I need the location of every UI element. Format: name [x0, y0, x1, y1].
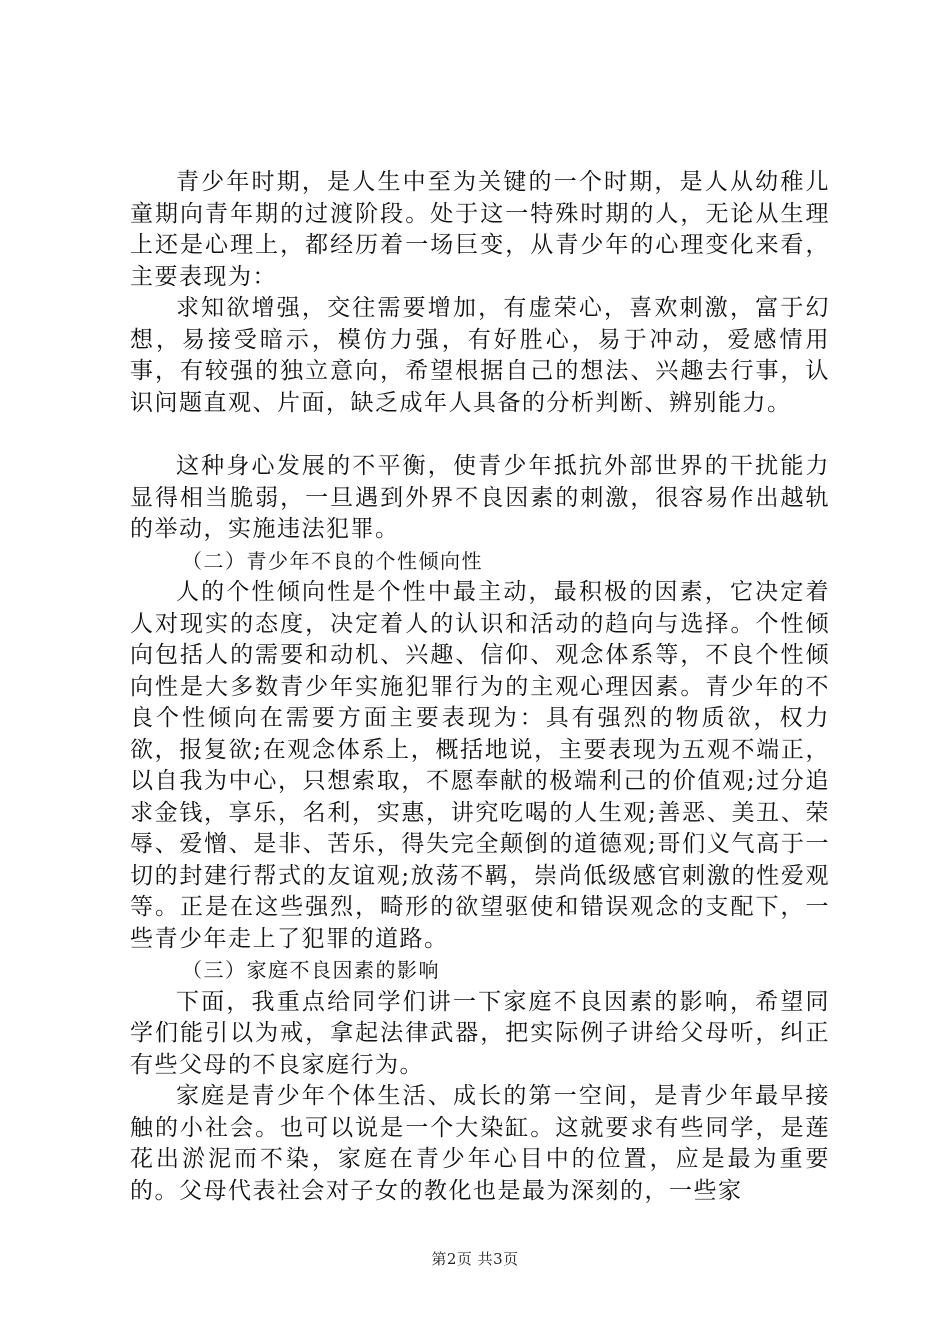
paragraph-imbalance: 这种身心发展的不平衡，使青少年抵抗外部世界的干扰能力显得相当脆弱，一旦遇到外界不良因素的刺激，很容易作出越轨的举动，实施违法犯罪。 — [130, 453, 830, 542]
paragraph-psychological-traits: 求知欲增强，交往需要增加，有虚荣心，喜欢刺激，富于幻想，易接受暗示，模仿力强，有好胜心，易于冲动，爱感情用事，有较强的独立意向，希望根据自己的想法、兴趣去行事，认识问题直观、片面，缺乏成年人具备的分析判断、辨别能力。 — [130, 295, 830, 416]
section-heading-family-factors: （三）家庭不良因素的影响 — [182, 958, 440, 982]
paragraph-family-intro: 下面，我重点给同学们讲一下家庭不良因素的影响，希望同学们能引以为戒，拿起法律武器，把实际例子讲给父母听，纠正有些父母的不良家庭行为。 — [130, 988, 830, 1078]
paragraph-family-environment: 家庭是青少年个体生活、成长的第一空间，是青少年最早接触的小社会。也可以说是一个大染缸。这就要求有些同学，是莲花出淤泥而不染，家庭在青少年心目中的位置，应是最为重要的。父母代表社会对子女的教化也是最为深刻的，一些家 — [130, 1083, 830, 1204]
paragraph-adolescence-intro: 青少年时期，是人生中至为关键的一个时期，是人从幼稚儿童期向青年期的过渡阶段。处于这一特殊时期的人，无论从生理上还是心理上，都经历着一场巨变，从青少年的心理变化来看，主要表现为： — [130, 169, 830, 290]
page-number-footer: 第2页 共3页 — [431, 1250, 519, 1268]
paragraph-personality-tendency: 人的个性倾向性是个性中最主动，最积极的因素，它决定着人对现实的态度，决定着人的认识和活动的趋向与选择。个性倾向包括人的需要和动机、兴趣、信仰、观念体系等，不良个性倾向性是大多数青少年实施犯罪行为的主观心理因素。青少年的不良个性倾向在需要方面主要表现为：具有强烈的物质欲，权力欲，报复欲;在观念体系上，概括地说，主要表现为五观不端正，以自我为中心，只想索取，不愿奉献的极端利己的价值观;过分追求金钱，享乐，名利，实惠，讲究吃喝的人生观;善恶、美丑、荣辱、爱憎、是非、苦乐，得失完全颠倒的道德观;哥们义气高于一切的封建行帮式的友谊观;放荡不羁，崇尚低级感官刺激的性爱观等。正是在这些强烈，畸形的欲望驱使和错误观念的支配下，一些青少年走上了犯罪的道路。 — [130, 579, 830, 952]
section-heading-personality-tendency: （二）青少年不良的个性倾向性 — [182, 548, 483, 573]
document-body — [130, 167, 830, 1207]
